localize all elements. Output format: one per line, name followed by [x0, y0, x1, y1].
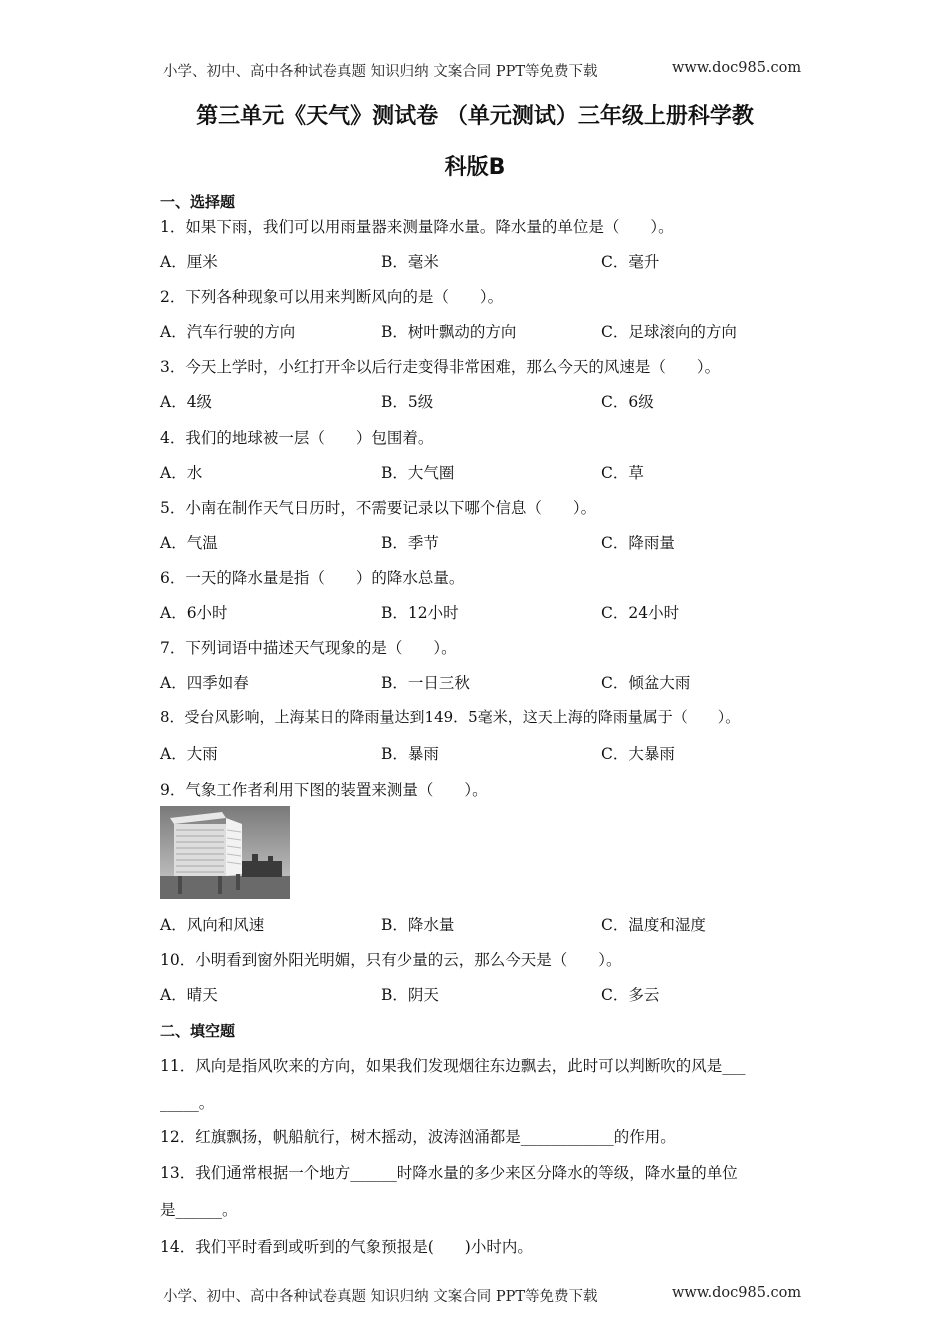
q8-option-a: A．大雨: [160, 745, 218, 763]
header-url[interactable]: www.doc985.com: [672, 60, 802, 76]
q2-option-c: C．足球滚向的方向: [601, 323, 737, 341]
question-12: 12．红旗飘扬，帆船航行，树木摇动，波涛汹涌都是____________的作用。: [160, 1128, 676, 1146]
footer-left-text: 小学、初中、高中各种试卷真题 知识归纳 文案合同 PPT等免费下载: [163, 1289, 598, 1305]
q2-option-a: A．汽车行驶的方向: [160, 323, 296, 341]
q10-option-b: B．阴天: [381, 986, 439, 1004]
q10-option-a: A．晴天: [160, 986, 218, 1004]
document-title-line1: 第三单元《天气》测试卷 （单元测试）三年级上册科学教: [196, 104, 754, 129]
q10-option-c: C．多云: [601, 986, 660, 1004]
section-heading-choice: 一、选择题: [160, 193, 236, 211]
document-title-line2: 科版B: [444, 155, 506, 180]
footer-url[interactable]: www.doc985.com: [672, 1285, 802, 1301]
q1-option-c: C．毫升: [601, 253, 660, 271]
question-9: 9．气象工作者利用下图的装置来测量（ ）。: [160, 781, 488, 799]
q8-option-b: B．暴雨: [381, 745, 439, 763]
question-6: 6．一天的降水量是指（ ）的降水总量。: [160, 569, 465, 587]
question-7: 7．下列词语中描述天气现象的是（ ）。: [160, 639, 457, 657]
q3-option-c: C．6级: [601, 393, 654, 411]
q4-option-b: B．大气圈: [381, 464, 455, 482]
question-13-continued: 是______。: [160, 1201, 238, 1219]
q6-option-a: A．6小时: [160, 604, 228, 622]
question-2: 2．下列各种现象可以用来判断风向的是（ ）。: [160, 288, 504, 306]
question-5: 5．小南在制作天气日历时，不需要记录以下哪个信息（ ）。: [160, 499, 597, 517]
q1-option-b: B．毫米: [381, 253, 439, 271]
q3-option-b: B．5级: [381, 393, 434, 411]
q3-option-a: A．4级: [160, 393, 213, 411]
q9-option-b: B．降水量: [381, 916, 455, 934]
q7-option-b: B．一日三秋: [381, 674, 470, 692]
question-8: 8．受台风影响，上海某日的降雨量达到149．5毫米，这天上海的降雨量属于（ ）。: [160, 708, 741, 726]
q7-option-a: A．四季如春: [160, 674, 249, 692]
q1-option-a: A．厘米: [160, 253, 218, 271]
q9-option-a: A．风向和风速: [160, 916, 265, 934]
question-1: 1．如果下雨，我们可以用雨量器来测量降水量。降水量的单位是（ ）。: [160, 218, 674, 236]
q6-option-b: B．12小时: [381, 604, 459, 622]
q4-option-a: A．水: [160, 464, 203, 482]
q5-option-b: B．季节: [381, 534, 439, 552]
header-left-text: 小学、初中、高中各种试卷真题 知识归纳 文案合同 PPT等免费下载: [163, 64, 598, 80]
question-4: 4．我们的地球被一层（ ）包围着。: [160, 429, 434, 447]
section-heading-fill: 二、填空题: [160, 1022, 236, 1040]
question-14: 14．我们平时看到或听到的气象预报是( )小时内。: [160, 1238, 533, 1256]
question-11: 11．风向是指风吹来的方向，如果我们发现烟往东边飘去，此时可以判断吹的风是___: [160, 1057, 746, 1075]
question-11-continued: _____。: [160, 1094, 215, 1112]
q7-option-c: C．倾盆大雨: [601, 674, 691, 692]
weather-shelter-image: [160, 806, 290, 899]
question-13: 13．我们通常根据一个地方______时降水量的多少来区分降水的等级，降水量的单位: [160, 1164, 738, 1182]
question-3: 3．今天上学时，小红打开伞以后行走变得非常困难，那么今天的风速是（ ）。: [160, 358, 721, 376]
q8-option-c: C．大暴雨: [601, 745, 675, 763]
q2-option-b: B．树叶飘动的方向: [381, 323, 517, 341]
q4-option-c: C．草: [601, 464, 644, 482]
q9-option-c: C．温度和湿度: [601, 916, 706, 934]
q6-option-c: C．24小时: [601, 604, 680, 622]
q5-option-c: C．降雨量: [601, 534, 675, 552]
question-10: 10．小明看到窗外阳光明媚，只有少量的云，那么今天是（ ）。: [160, 951, 622, 969]
q5-option-a: A．气温: [160, 534, 218, 552]
